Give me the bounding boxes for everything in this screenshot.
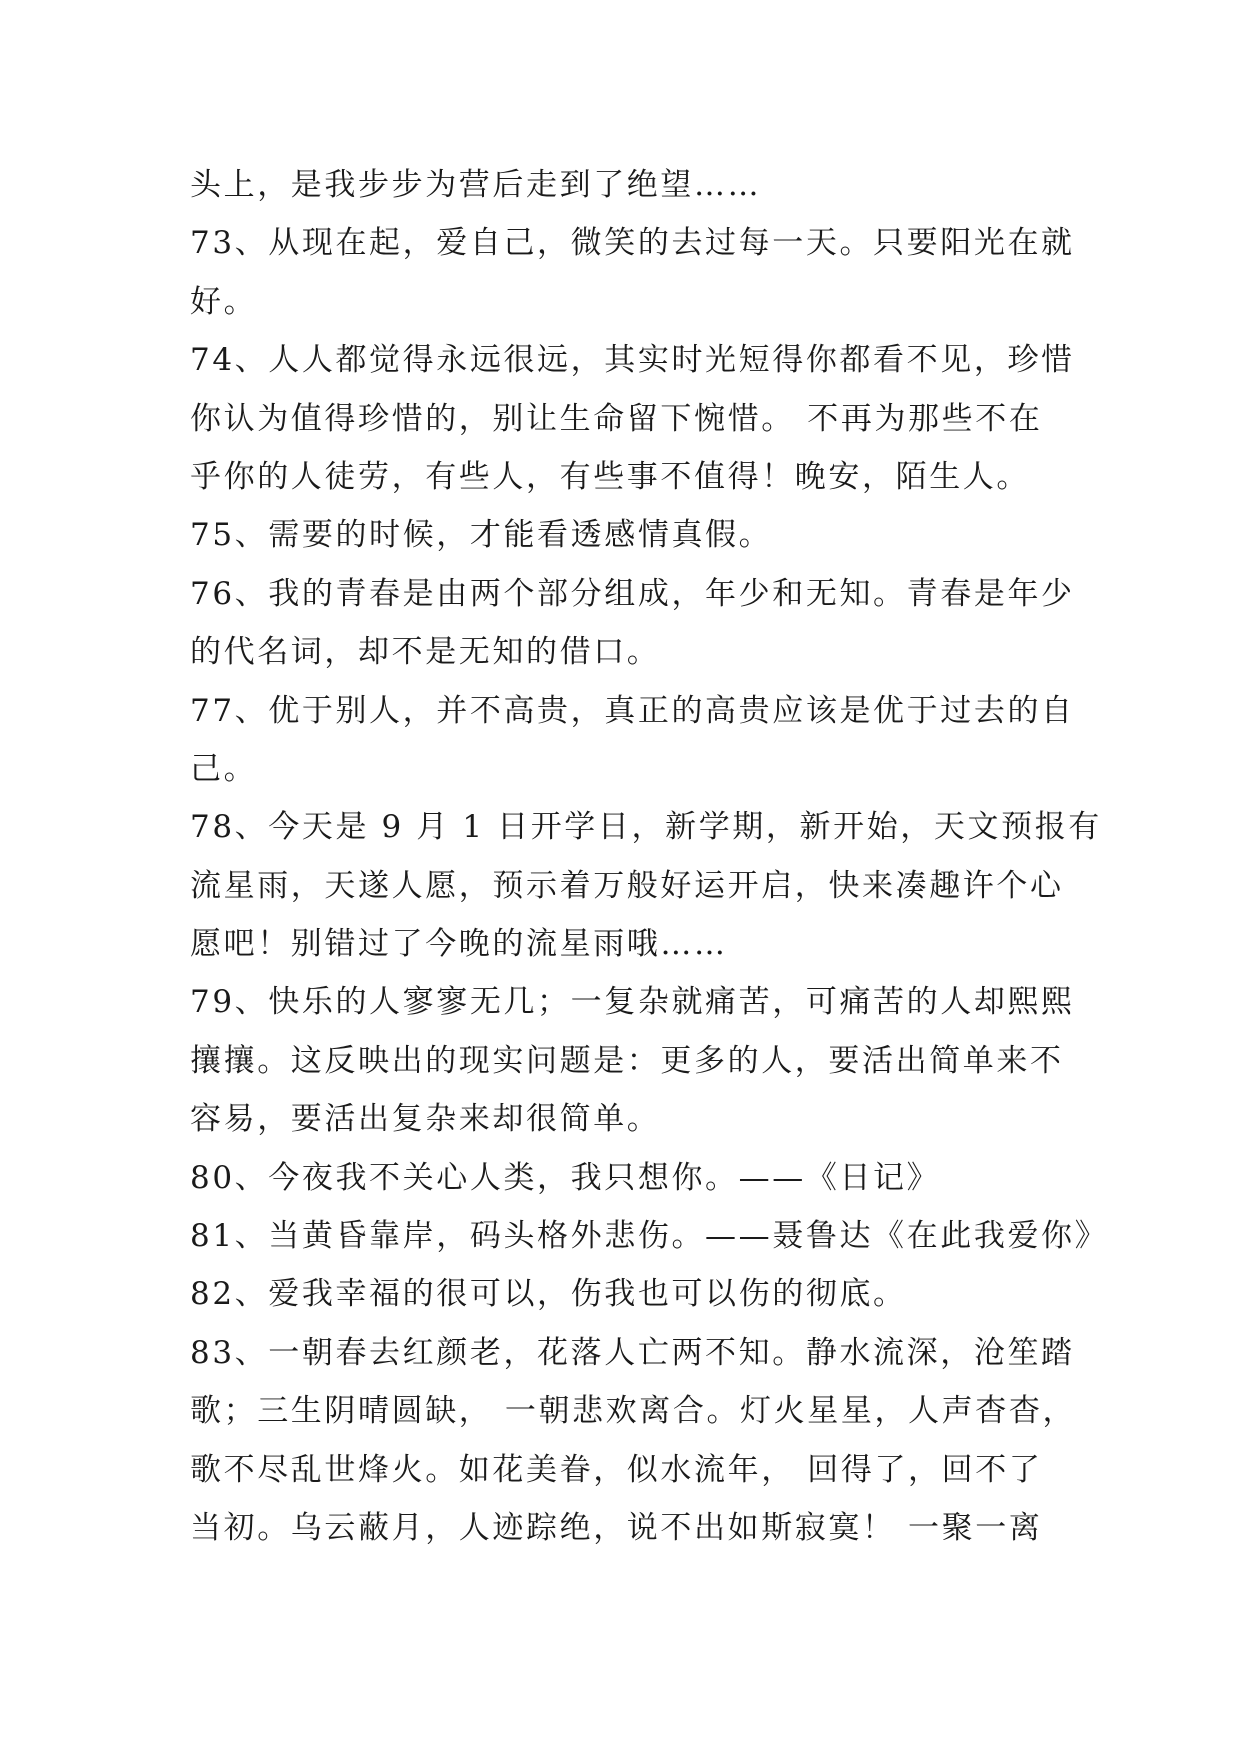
text-line: 81、当黄昏靠岸，码头格外悲伤。——聂鲁达《在此我爱你》 bbox=[190, 1218, 1109, 1255]
text-line: 好。 bbox=[190, 283, 258, 320]
text-line: 76、我的青春是由两个部分组成，年少和无知。青春是年少 bbox=[190, 575, 1075, 612]
text-line: 82、爱我幸福的很可以，伤我也可以伤的彻底。 bbox=[190, 1276, 907, 1313]
text-line: 容易，要活出复杂来却很简单。 bbox=[190, 1101, 661, 1138]
text-line: 的代名词，却不是无知的借口。 bbox=[190, 634, 661, 671]
text-line: 79、快乐的人寥寥无几；一复杂就痛苦，可痛苦的人却熙熙 bbox=[190, 984, 1075, 1021]
text-line: 77、优于别人，并不高贵，真正的高贵应该是优于过去的自 bbox=[190, 692, 1075, 729]
text-line: 愿吧！别错过了今晚的流星雨哦…… bbox=[190, 926, 728, 963]
text-line: 流星雨，天遂人愿，预示着万般好运开启，快来凑趣许个心 bbox=[190, 867, 1064, 904]
text-line: 歌；三生阴晴圆缺， 一朝悲欢离合。灯火星星，人声杳杳， bbox=[190, 1393, 1077, 1430]
text-line: 78、今天是 9 月 1 日开学日，新学期，新开始，天文预报有 bbox=[190, 809, 1102, 846]
text-line: 73、从现在起，爱自己，微笑的去过每一天。只要阳光在就 bbox=[190, 225, 1075, 262]
text-line: 攘攘。这反映出的现实问题是：更多的人，要活出简单来不 bbox=[190, 1042, 1064, 1079]
document-body-text bbox=[190, 156, 1109, 1557]
text-line: 歌不尽乱世烽火。如花美眷，似水流年， 回得了，回不了 bbox=[190, 1451, 1043, 1488]
text-line: 74、人人都觉得永远很远，其实时光短得你都看不见，珍惜 bbox=[190, 342, 1075, 379]
text-line: 83、一朝春去红颜老，花落人亡两不知。静水流深，沧笙踏 bbox=[190, 1334, 1075, 1371]
text-line: 乎你的人徒劳，有些人，有些事不值得！晚安，陌生人。 bbox=[190, 458, 1030, 495]
text-line: 75、需要的时候，才能看透感情真假。 bbox=[190, 517, 773, 554]
text-line: 当初。乌云蔽月，人迹踪绝，说不出如斯寂寞！ 一聚一离 bbox=[190, 1509, 1043, 1546]
text-line: 你认为值得珍惜的，别让生命留下惋惜。 不再为那些不在 bbox=[190, 400, 1043, 437]
text-line: 头上，是我步步为营后走到了绝望…… bbox=[190, 167, 762, 203]
text-line: 己。 bbox=[190, 750, 258, 787]
text-line: 80、今夜我不关心人类，我只想你。——《日记》 bbox=[190, 1159, 941, 1196]
